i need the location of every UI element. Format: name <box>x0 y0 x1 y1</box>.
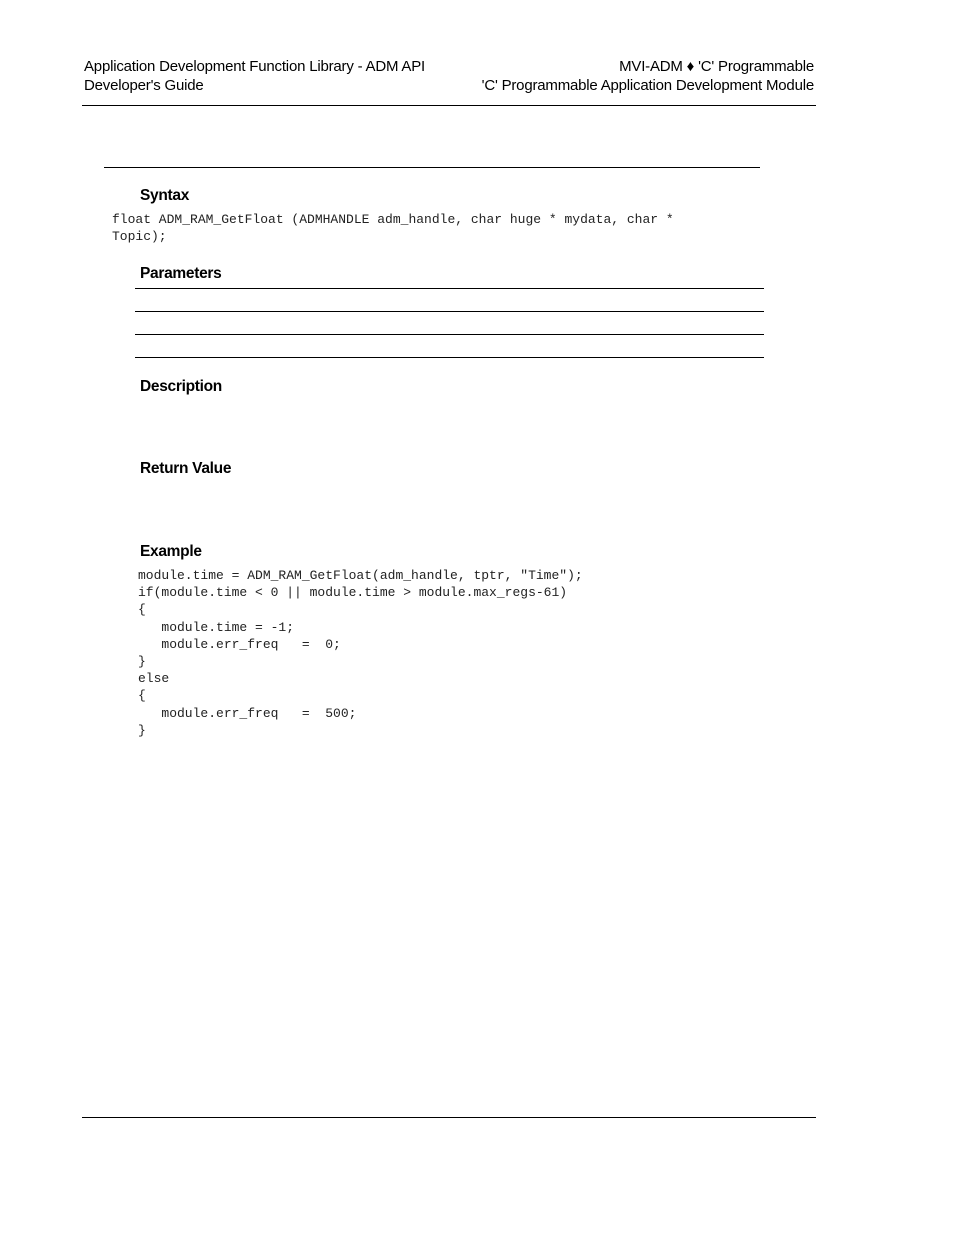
header-right <box>482 57 814 95</box>
parameters-heading: Parameters <box>140 265 222 282</box>
parameter-row <box>135 288 764 311</box>
header-divider <box>82 105 816 106</box>
return-value-heading: Return Value <box>140 460 232 477</box>
parameter-row <box>135 334 764 358</box>
parameters-table <box>135 288 764 358</box>
document-subtitle: Developer's Guide <box>84 77 204 94</box>
example-code: module.time = ADM_RAM_GetFloat(adm_handle, tptr, "Time"); if(module.time < 0 || module.time > module.max_regs-61) { module.time = -1; module.err_freq = 0; } else { module.err_freq = 500; } <box>138 568 583 738</box>
description-heading: Description <box>140 378 222 395</box>
footer-divider <box>82 1117 816 1118</box>
syntax-code: float ADM_RAM_GetFloat (ADMHANDLE adm_handle, char huge * mydata, char * Topic); <box>112 212 674 245</box>
section-divider <box>104 167 760 168</box>
example-heading: Example <box>140 543 202 560</box>
parameter-row <box>135 311 764 334</box>
document-title: Application Development Function Library - ADM API <box>84 58 425 75</box>
header-left <box>84 57 425 95</box>
product-name: MVI-ADM ♦ 'C' Programmable <box>619 58 814 75</box>
product-description: 'C' Programmable Application Development Module <box>481 77 814 94</box>
syntax-heading: Syntax <box>140 187 190 204</box>
